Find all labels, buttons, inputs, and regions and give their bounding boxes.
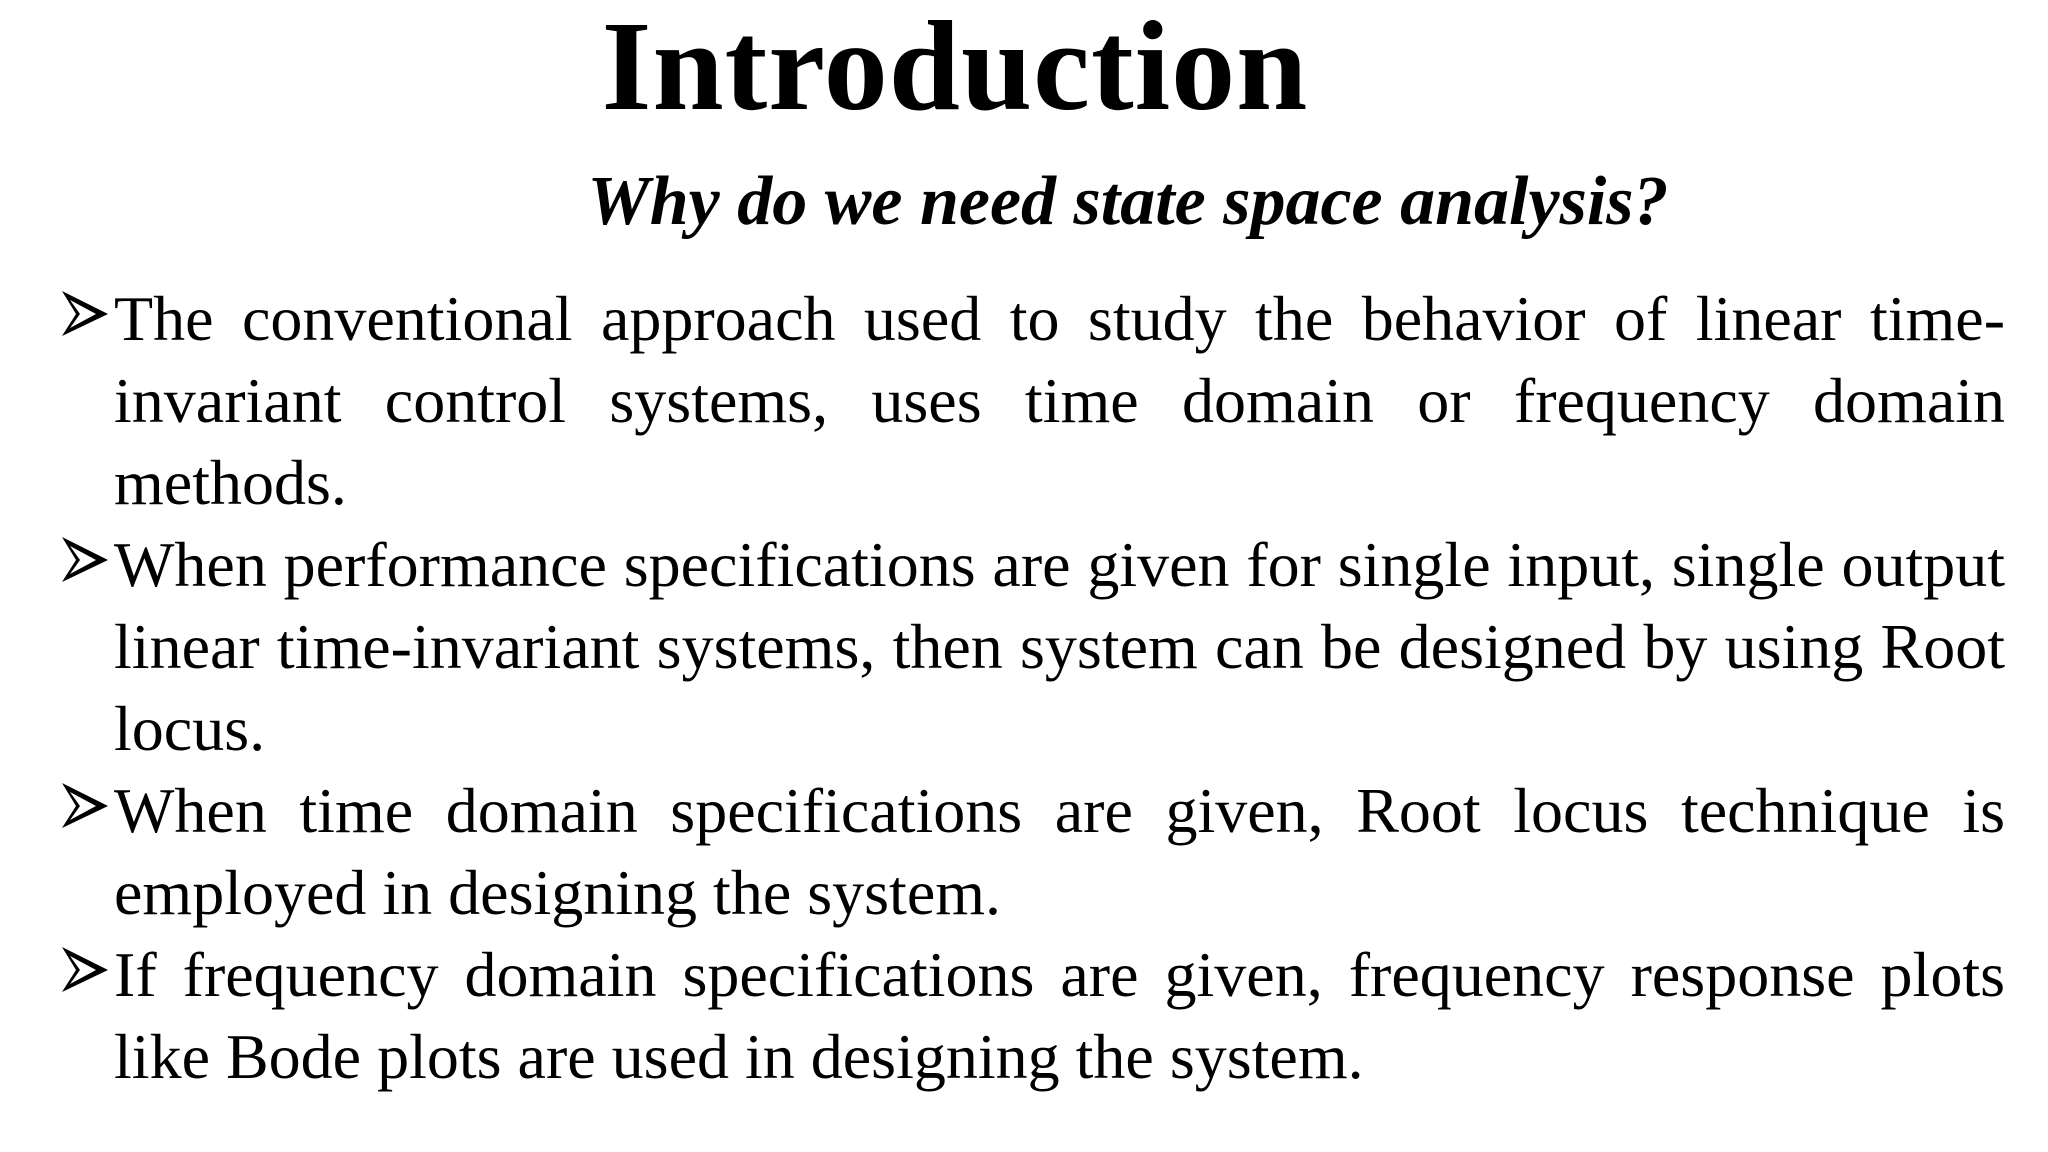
slide-subtitle: Why do we need state space analysis?: [587, 163, 1669, 240]
bullet-item: [60, 770, 2005, 934]
arrow-bullet-icon: [60, 780, 110, 830]
bullet-item: [60, 934, 2005, 1098]
arrow-bullet-icon: [60, 534, 110, 584]
bullet-item: [60, 278, 2005, 524]
bullet-text: When time domain specifications are given, Root locus technique is employed in designing the system.: [114, 775, 2005, 928]
bullet-text: If frequency domain specifications are given, frequency response plots like Bode plots are used in designing the system.: [114, 939, 2005, 1092]
bullet-list: [60, 278, 2005, 1098]
bullet-text: When performance specifications are given for single input, single output linear time-invariant systems, then system can be designed by using Root locus.: [114, 529, 2005, 764]
arrow-bullet-icon: [60, 288, 110, 338]
bullet-text: The conventional approach used to study the behavior of linear time-invariant control systems, uses time domain or frequency domain methods.: [114, 283, 2005, 518]
bullet-item: [60, 524, 2005, 770]
page-title: Introduction: [601, 0, 1309, 137]
arrow-bullet-icon: [60, 944, 110, 994]
